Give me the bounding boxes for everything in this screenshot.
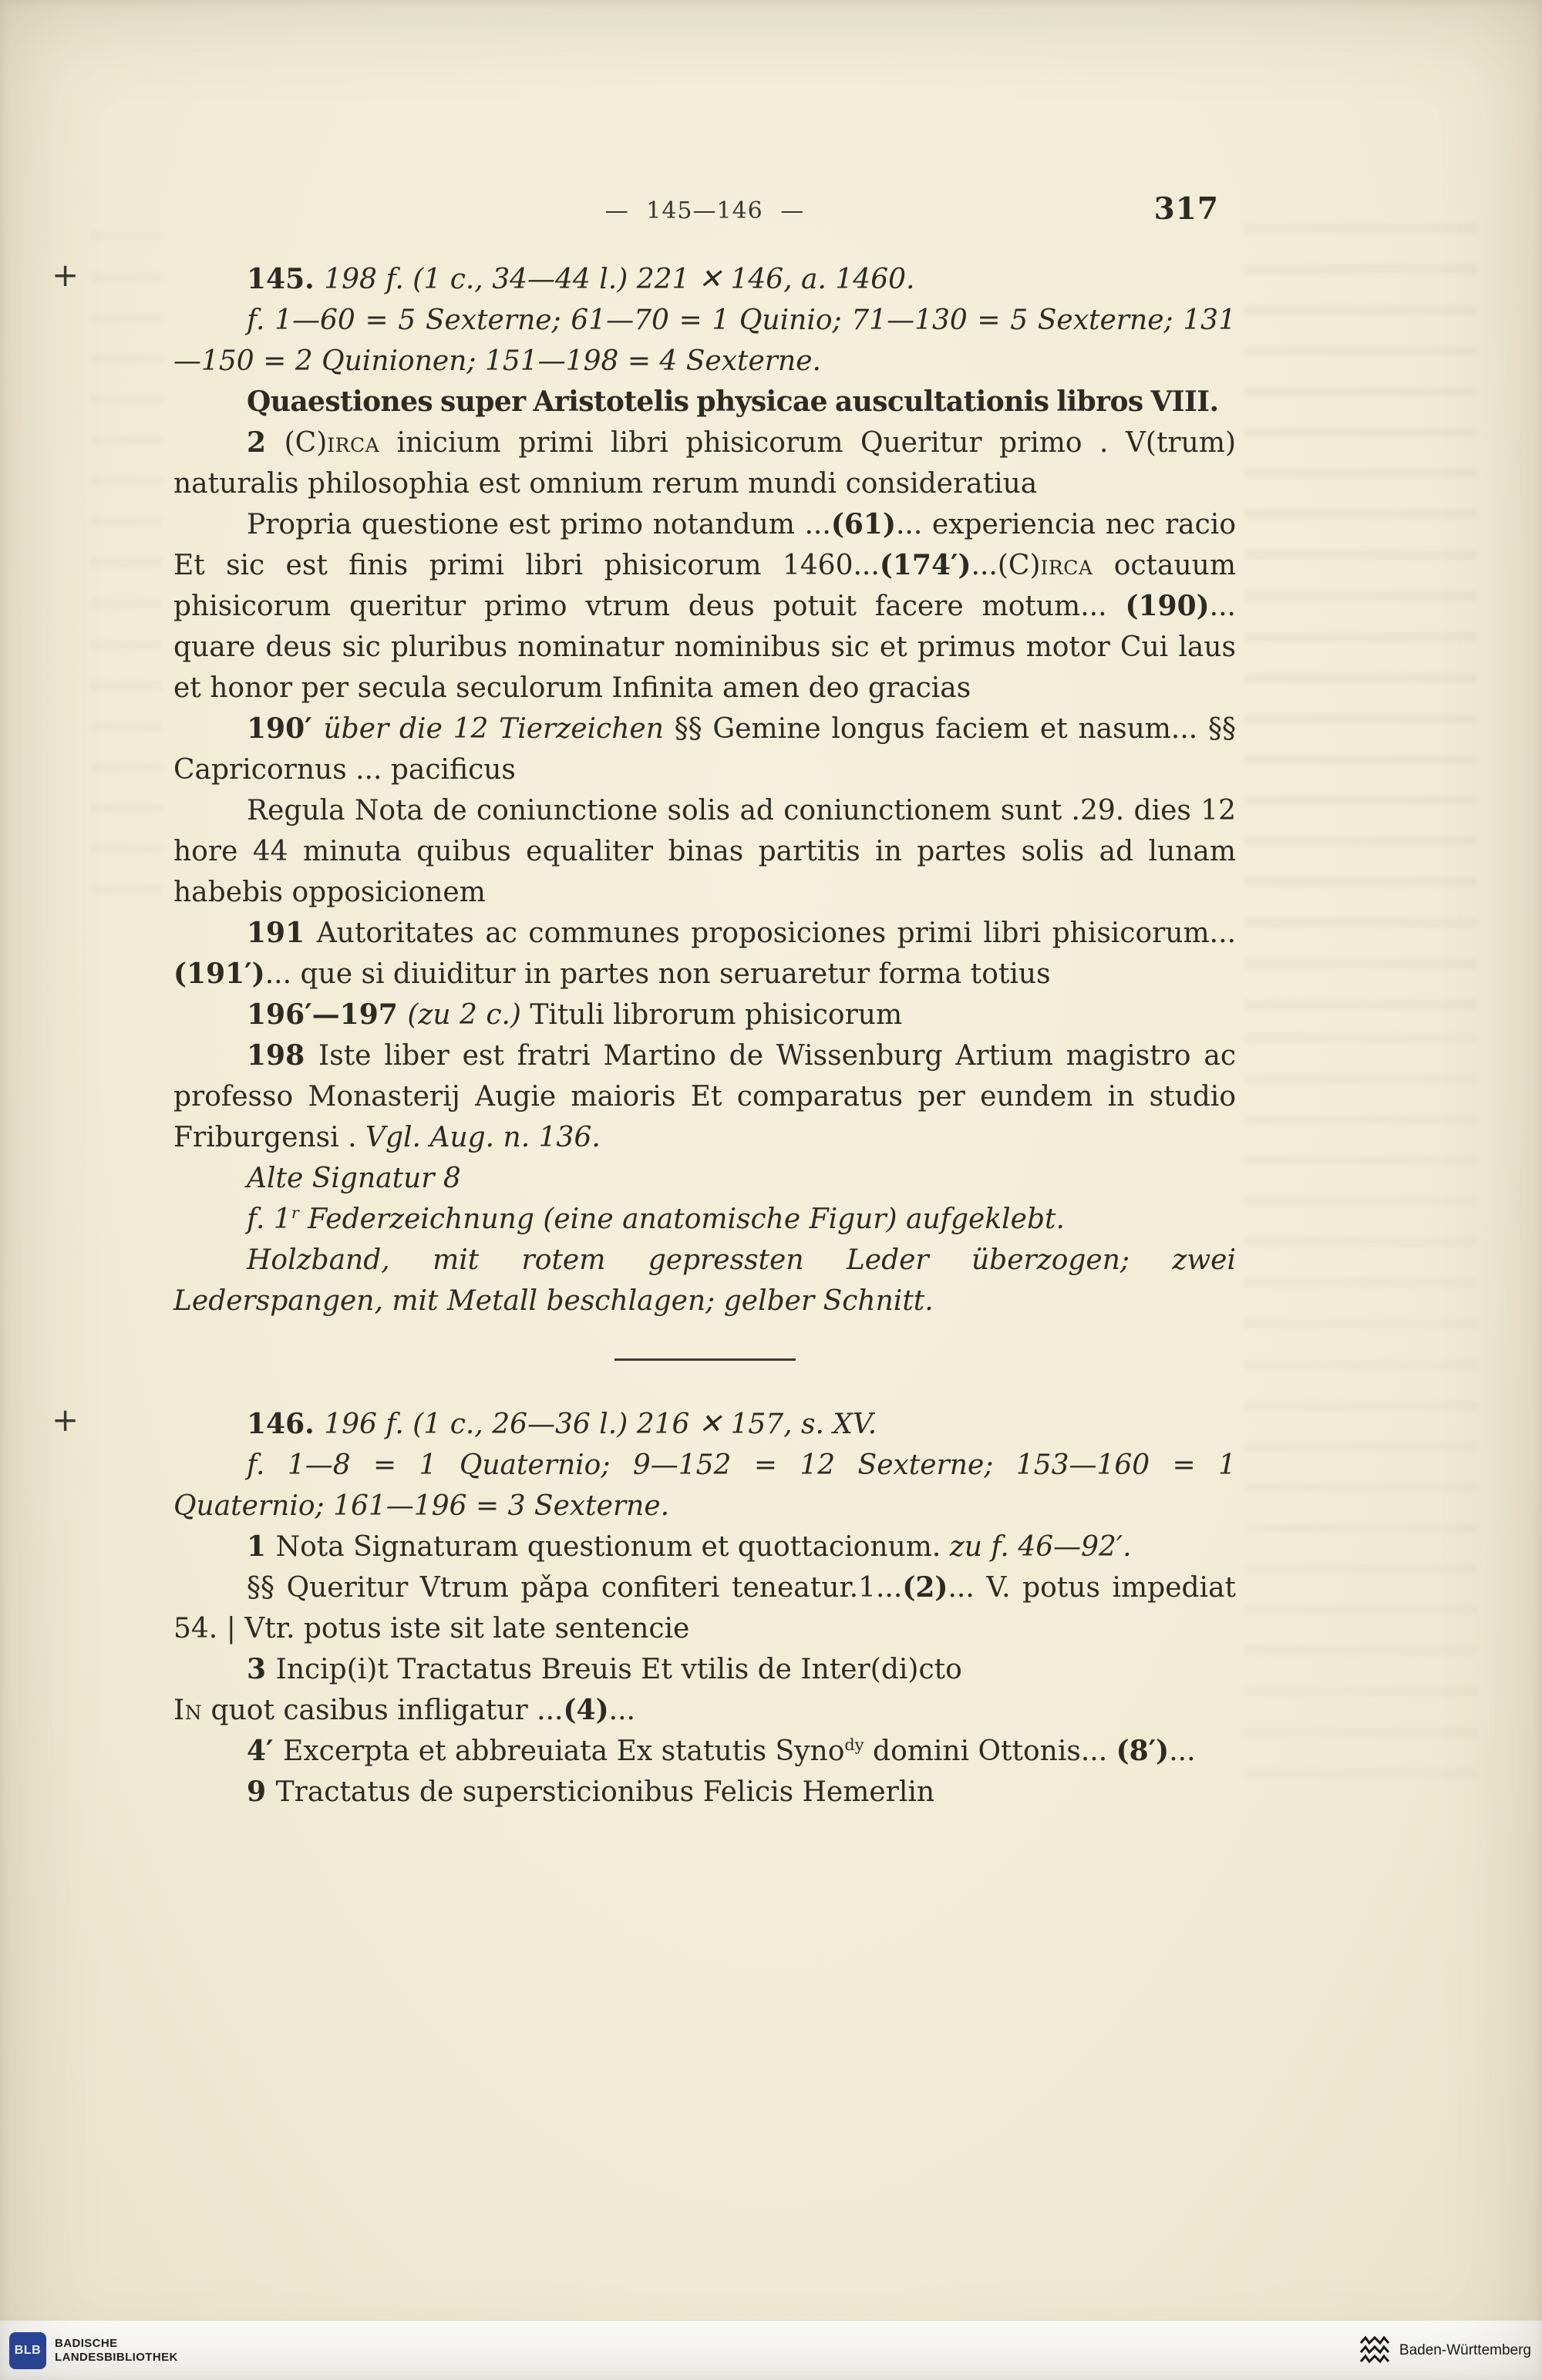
page-header	[173, 191, 1236, 244]
content-note: 2 (C)irca inicium primi libri phisicorum Queritur primo . V(trum) naturalis philosophia est omnium rerum mundi consideratiua	[173, 426, 1237, 500]
drawing-note: f. 1$^r$ Federzeichnung (eine anatomische Figur) aufgeklebt.	[247, 1203, 1065, 1235]
old-shelfmark-note: Alte Signatur 8	[247, 1163, 461, 1194]
library-name	[55, 2337, 178, 2365]
state-label: Baden-Württemberg	[1399, 2341, 1531, 2358]
entry-heading: 145. 198 f. (1 c., 34—44 l.) 221 ✕ 146, a. 1460.	[247, 263, 915, 295]
bleedthrough-artifact	[1245, 224, 1476, 1025]
content-note: Regula Nota de coniunctione solis ad coniunctionem sunt .29. dies 12 hore 44 minuta quibus equaliter binas partitis in partes solis ad lunam habebis opposicionem	[173, 795, 1236, 908]
content-note: 196′—197 (zu 2 c.) Tituli librorum phisicorum	[247, 998, 903, 1031]
content-note: 1 Nota Signaturam questionum et quottacionum. zu f. 46—92′.	[247, 1530, 1132, 1563]
state-branding	[1358, 2334, 1531, 2368]
content-note: Propria questione est primo notandum ...(61)... experiencia nec racio Et sic est finis primi libri phisicorum 1460...(174′)...(C)irca octauum phisicorum queritur primo vtrum deus potuit facere motum... (190)... quare deus sic pluribus nominatur nominibus sic et primus motor Cui laus et honor per secula seculorum Infinita amen deo gracias	[173, 508, 1236, 704]
content-note: 190′ über die 12 Tierzeichen §§ Gemine longus faciem et nasum... §§ Capricornus ... pacificus	[173, 712, 1236, 786]
bleedthrough-artifact	[91, 231, 162, 894]
entry-heading: 146. 196 f. (1 c., 26—36 l.) 216 ✕ 157, s. XV.	[247, 1408, 877, 1440]
collation-note: f. 1—8 = 1 Quaternio; 9—152 = 12 Sexterne; 153—160 = 1 Quaternio; 161—196 = 3 Sexterne.	[173, 1449, 1236, 1522]
provenance-note: 198 Iste liber est fratri Martino de Wissenburg Artium magistro ac professo Monasterij Augie maioris Et comparatus per eundem in studio Friburgensi . Vgl. Aug. n. 136.	[173, 1039, 1236, 1153]
collation-note: f. 1—60 = 5 Sexterne; 61—70 = 1 Quinio; 71—130 = 5 Sexterne; 131—150 = 2 Quinionen; 151—198 = 4 Sexterne.	[173, 305, 1236, 377]
scan-footer-bar	[0, 2320, 1542, 2380]
library-branding	[9, 2332, 178, 2369]
baden-wuerttemberg-emblem-icon	[1358, 2334, 1392, 2368]
page-number: 317	[1153, 191, 1219, 227]
content-note: In quot casibus infligatur ...(4)...	[173, 1694, 635, 1726]
margin-plus-mark: +	[52, 256, 79, 294]
content-note: §§ Queritur Vtrum pǎpa confiteri teneatur.1...(2)... V. potus impediat 54. | Vtr. potus iste sit late sentencie	[173, 1571, 1236, 1644]
entry-separator-rule	[614, 1358, 796, 1361]
catalog-entry-145	[52, 256, 1237, 1321]
bleedthrough-artifact	[1245, 1033, 1476, 1789]
catalog-entry-146	[52, 1401, 1236, 1813]
content-note: 9 Tractatus de supersticionibus Felicis Hemerlin	[247, 1776, 935, 1808]
running-title: — 145—146 —	[604, 197, 805, 224]
library-name-line2: LANDESBIBLIOTHEK	[55, 2350, 178, 2364]
work-title: Quaestiones super Aristotelis physicae auscultationis libros VIII.	[247, 385, 1219, 418]
content-note: 191 Autoritates ac communes proposiciones primi libri phisicorum... (191′)... que si diuiditur in partes non seruaretur forma totius	[173, 917, 1237, 990]
library-name-line1: BADISCHE	[55, 2336, 118, 2350]
catalog-entries	[52, 256, 1237, 1813]
blb-logo: BLB	[9, 2332, 46, 2369]
binding-note: Holzband, mit rotem gepressten Leder überzogen; zwei Lederspangen, mit Metall beschlagen; gelber Schnitt.	[173, 1244, 1236, 1317]
content-note: 3 Incip(i)t Tractatus Breuis Et vtilis de Inter(di)cto	[247, 1653, 962, 1685]
margin-plus-mark: +	[52, 1401, 79, 1439]
content-note: 4′ Excerpta et abbreuiata Ex statutis Syno$^{dy}$ domini Ottonis... (8′)...	[247, 1735, 1196, 1767]
